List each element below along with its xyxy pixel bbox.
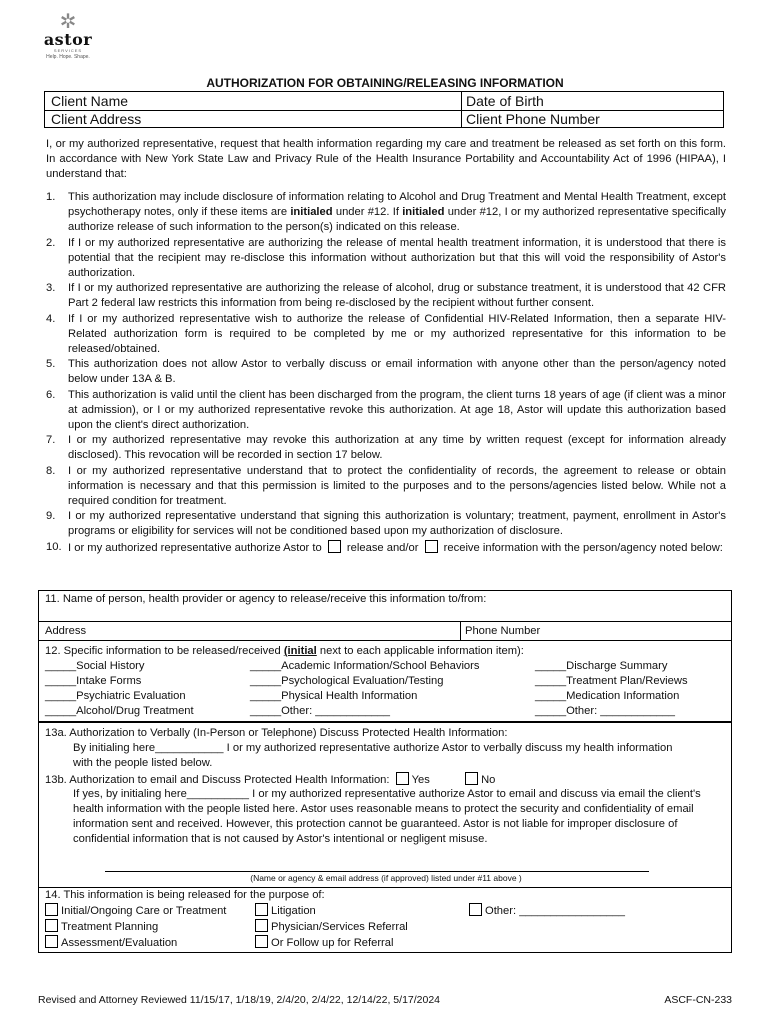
- intro-paragraph: I, or my authorized representative, request that health information regarding my care and treatment be released as set forth on this form. In accordance with New York State Law and Privacy Rule of the Health Insurance Portability and Accountability Act of 1996 (HIPAA), I understand that:: [46, 138, 726, 180]
- client-address-field[interactable]: Client Address: [51, 111, 142, 127]
- flower-icon: ✲: [59, 11, 77, 33]
- list-item: 8. I or my authorized representative understand that to protect the confidentiality of records, the agreement to release or obtain information is necessary and that this permission is limited to the purposes and to the persons/agencies listed below. While not a required condition for treatment.: [46, 464, 726, 508]
- client-info-box: [44, 91, 724, 128]
- list-item: 10. I or my authorized representative authorize Astor to release and/or receive information with the person/agency noted below:: [46, 540, 723, 554]
- email-no-checkbox[interactable]: [465, 772, 478, 785]
- purpose-column-2: Litigation Physician/Services Referral Or Follow up for Referral: [255, 903, 408, 951]
- form-title: AUTHORIZATION FOR OBTAINING/RELEASING INFORMATION: [206, 76, 564, 90]
- section-13-box: [38, 722, 732, 888]
- list-item: 1. This authorization may include disclosure of information relating to Alcohol and Drug Treatment and Mental Health Treatment, except psychotherapy notes, only if these items are initialed under #12. If initialed under #12, I or my authorized representative specifically authorize release of such information to the person(s) indicated on this release.: [46, 191, 726, 234]
- section-14-box: [38, 887, 732, 953]
- dob-field[interactable]: Date of Birth: [466, 93, 544, 109]
- address-label[interactable]: Address: [45, 625, 87, 637]
- receive-checkbox[interactable]: [425, 540, 438, 553]
- client-phone-field[interactable]: Client Phone Number: [466, 111, 600, 127]
- release-checkbox[interactable]: [328, 540, 341, 553]
- list-item: 2. If I or my authorized representative are authorizing the release of mental health treatment information, it is understood that there is potential that the recipient may re-disclose this information without authorization but that this will void the responsibility of Astor's authorization.: [46, 236, 726, 280]
- info-column-1[interactable]: _____Social History _____Intake Forms _____Psychiatric Evaluation _____Alcohol/Drug Treatment: [45, 660, 194, 717]
- form-code: ASCF-CN-233: [664, 994, 732, 1006]
- litigation-checkbox[interactable]: [255, 903, 268, 916]
- section-13b-body: If yes, by initialing here__________ I or my authorized representative authorize Astor to email and discuss via email the client's health information with the people listed here. Astor uses reasonable means to protect the security and confidentiality of email information sent and received. However, this protection cannot be guaranteed. Astor is not liable for improper disclosure of confidential information that is not caused by Astor's intentional or negligent misuse.: [73, 788, 701, 845]
- section-12-title: 12. Specific information to be released/received (initial next to each applicable information item):: [45, 645, 524, 657]
- assessment-checkbox[interactable]: [45, 935, 58, 948]
- purpose-other: Other: _________________: [469, 903, 625, 919]
- section-13a-body: By initialing here___________ I or my authorized representative authorize Astor to verbally discuss my health information with the people listed below.: [73, 742, 673, 769]
- section-11-label: 11. Name of person, health provider or agency to release/receive this information to/from:: [45, 593, 487, 605]
- info-column-2[interactable]: _____Academic Information/School Behaviors _____Psychological Evaluation/Testing _____Physical Health Information _____Other: ____________: [250, 660, 480, 717]
- section-13b-title: 13b. Authorization to email and Discuss Protected Health Information: Yes No: [45, 774, 496, 786]
- section-14-title: 14. This information is being released for the purpose of:: [45, 889, 325, 901]
- section-11-box[interactable]: [38, 590, 732, 622]
- list-item: 3. If I or my authorized representative are authorizing the release of alcohol, drug or substance treatment, it is understood that 42 CFR Part 2 federal law restricts this information from being re-disclosed by the recipient without further consent.: [46, 282, 726, 310]
- list-item: 9. I or my authorized representative understand that signing this authorization is voluntary; treatment, payment, enrollment in Astor's programs or eligibility for services will not be conditioned based upon my authorization of disclosure.: [46, 510, 726, 538]
- logo-tagline: Help. Hope. Shape.: [46, 54, 90, 60]
- section-12-box: [38, 640, 732, 722]
- list-item: 7. I or my authorized representative may revoke this authorization at any time by written request (except for information already disclosed). This revocation will be recorded in section 17 below.: [46, 434, 726, 462]
- email-caption: (Name or agency & email address (if approved) listed under #11 above ): [250, 873, 522, 883]
- section-13a-title: 13a. Authorization to Verbally (In-Person or Telephone) Discuss Protected Health Information:: [45, 727, 508, 739]
- revision-footer: Revised and Attorney Reviewed 11/15/17, 1/18/19, 2/4/20, 2/4/22, 12/14/22, 5/17/2024: [38, 994, 441, 1006]
- address-phone-row: [38, 621, 732, 641]
- list-item: 5. This authorization does not allow Astor to verbally discuss or email information with anyone other than the person/agency noted below under 13A & B.: [46, 358, 726, 386]
- treatment-planning-checkbox[interactable]: [45, 919, 58, 932]
- initial-care-checkbox[interactable]: [45, 903, 58, 916]
- astor-logo: [38, 12, 98, 61]
- referral-checkbox[interactable]: [255, 919, 268, 932]
- phone-label[interactable]: Phone Number: [465, 625, 541, 637]
- list-item: 4. If I or my authorized representative wish to authorize the release of Confidential HIV-Related Information, then a separate HIV-Related authorization form is required to be completed by me or my authorized representative for this information to be released/obtained.: [46, 312, 726, 356]
- client-name-field[interactable]: Client Name: [51, 93, 129, 109]
- logo-sub: SERVICES: [53, 48, 83, 53]
- info-column-3[interactable]: _____Discharge Summary _____Treatment Plan/Reviews _____Medication Information _____Other: ____________: [535, 660, 688, 717]
- email-yes-checkbox[interactable]: [396, 772, 409, 785]
- list-item: 6. This authorization is valid until the client has been discharged from the program, the client turns 18 years of age (if client was a minor at admission), or I or my authorized representative revoke this authorization. At age 18, Astor will update this authorization based upon the client's direct authorization.: [46, 388, 726, 432]
- signature-line[interactable]: [105, 871, 649, 872]
- logo-name: astor: [43, 30, 93, 49]
- other-checkbox[interactable]: [469, 903, 482, 916]
- follow-up-checkbox[interactable]: [255, 935, 268, 948]
- terms-list: [46, 190, 726, 556]
- purpose-column-1: Initial/Ongoing Care or Treatment Treatment Planning Assessment/Evaluation: [45, 903, 226, 951]
